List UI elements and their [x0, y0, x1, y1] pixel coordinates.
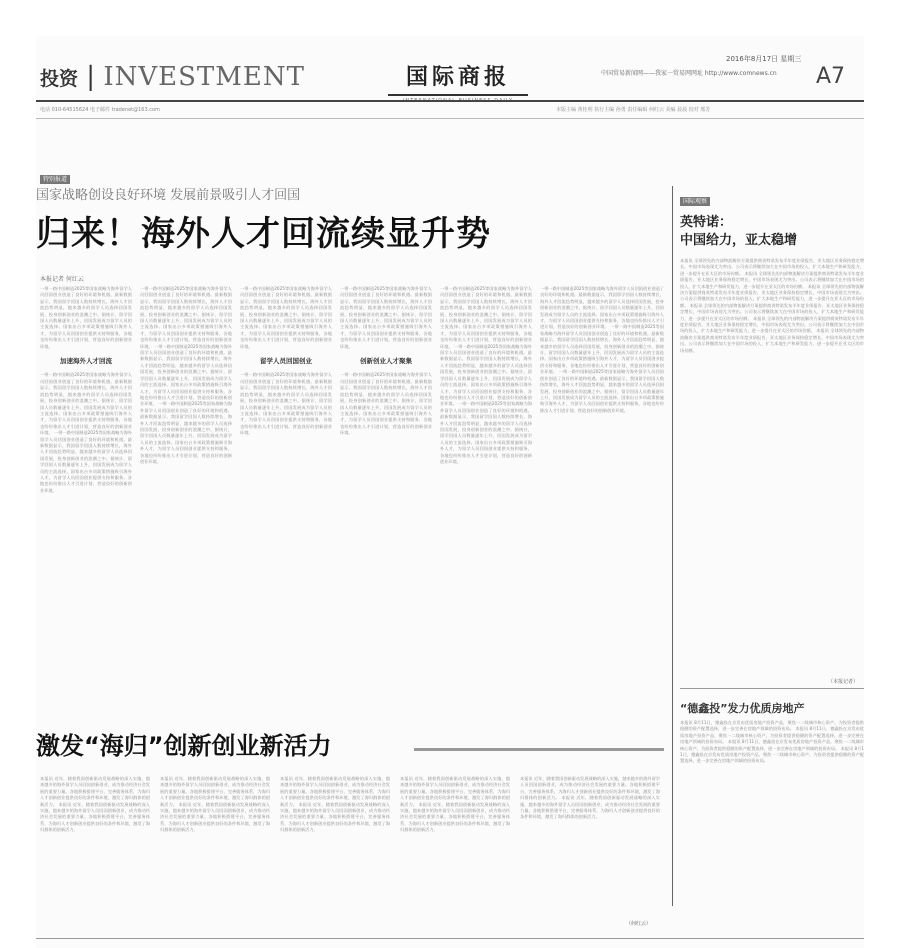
- body-text: 一带一路中国制造2025等国家战略为海外留学人员回国创业创造了良好的环境和机遇。最新数据显示，我国留学回国人数持续增长，海外人才回流趋势明显，越来越多的留学人员选择回国发展，投身创新创业的浪潮之中。据统计，留学回国人员数量逐年上升，回国发展成为留学人员的主流选择。国家出台多项政策措施吸引海外人才，为留学人员回国创业提供支持和服务，各地也纷纷推出人才引进计划，营造良好的创新创业环境。: [240, 372, 332, 436]
- body-text: 本报讯 8月11日，德鑫投在京发布优质房地产投资产品，聚焦一二线城市核心资产，为投资者提供稳健的资产配置选择，进一步完善在房地产领域的投资布局。: [680, 745, 864, 764]
- main-body-col-4: [340, 286, 432, 706]
- body-text: 一带一路中国制造2025等国家战略为海外留学人员回国创业创造了良好的环境和机遇。最新数据显示，我国留学回国人数持续增长，海外人才回流趋势明显，越来越多的留学人员选择回国发展，投身创新创业的浪潮之中。据统计，留学回国人员数量逐年上升，回国发展成为留学人员的主流选择。国家出台多项政策措施吸引海外人才，为留学人员回国创业提供支持和服务，各地也纷纷推出人才引进计划，营造良好的创新创业环境。: [540, 369, 664, 413]
- main-body-col-1: [40, 286, 132, 706]
- second-body-col-5: [520, 776, 660, 916]
- side-divider: [680, 688, 864, 689]
- body-text: 本报讯 全球领先的内部物流解决方案提供商英特诺发布半年度业绩报告，亚太地区业务保持稳定增长，中国市场表现尤为突出。公司表示将继续加大在中国市场的投入，扩大本地生产和研发能力，进一步提升在亚太区的市场份额。: [680, 328, 864, 353]
- headline-rule: [414, 748, 664, 751]
- newspaper-page: [36, 36, 864, 948]
- side-headline-line-1: 英特诺：: [680, 215, 733, 230]
- tag-label: 特别报道: [40, 175, 70, 184]
- body-text: 一带一路中国制造2025等国家战略为海外留学人员回国创业创造了良好的环境和机遇。最新数据显示，我国留学回国人数持续增长，海外人才回流趋势明显，越来越多的留学人员选择回国发展，投身创新创业的浪潮之中。据统计，留学回国人员数量逐年上升，回国发展成为留学人员的主流选择。国家出台多项政策措施吸引海外人才，为留学人员回国创业提供支持和服务，各地也纷纷推出人才引进计划，营造良好的创新创业环境。: [140, 401, 232, 464]
- body-text: 一带一路中国制造2025等国家战略为海外留学人员回国创业创造了良好的环境和机遇。最新数据显示，我国留学回国人数持续增长，海外人才回流趋势明显，越来越多的留学人员选择回国发展，投身创新创业的浪潮之中。据统计，留学回国人员数量逐年上升，回国发展成为留学人员的主流选择。国家出台多项政策措施吸引海外人才，为留学人员回国创业提供支持和服务，各地也纷纷推出人才引进计划，营造良好的创新创业环境。: [340, 286, 432, 349]
- main-body-col-2: [140, 286, 232, 706]
- section-header: [40, 62, 305, 92]
- body-text: 一带一路中国制造2025等国家战略为海外留学人员回国创业创造了良好的环境和机遇。最新数据显示，我国留学回国人数持续增长，海外人才回流趋势明显，越来越多的留学人员选择回国发展，投身创新创业的浪潮之中。据统计，留学回国人员数量逐年上升，回国发展成为留学人员的主流选择。国家出台多项政策措施吸引海外人才，为留学人员回国创业提供支持和服务，各地也纷纷推出人才引进计划，营造良好的创新创业环境。: [40, 372, 132, 436]
- body-text: 一带一路中国制造2025等国家战略为海外留学人员回国创业创造了良好的环境和机遇。最新数据显示，我国留学回国人数持续增长，海外人才回流趋势明显，越来越多的留学人员选择回国发展，投身创新创业的浪潮之中。据统计，留学回国人员数量逐年上升，回国发展成为留学人员的主流选择。国家出台多项政策措施吸引海外人才，为留学人员回国创业提供支持和服务，各地也纷纷推出人才引进计划，营造良好的创新创业环境。: [540, 324, 664, 375]
- subheader-divider: [36, 118, 864, 119]
- main-kicker: 国家战略创设良好环境 发展前景吸引人才回国: [36, 188, 301, 203]
- body-text: 本报讯 近年，随着我国创新驱动发展战略的深入实施，越来越多的海外留学人员回国创新创业，成为推动经济社会发展的重要力量。各地积极搭建平台，完善服务体系，为海归人才创新创业提供良好的条件和环境，激发了海归群体的创新活力。: [400, 776, 510, 807]
- masthead-subtitle: INTERNATIONAL BUSINESS DAILY: [402, 98, 514, 104]
- second-body-col-4: [400, 776, 510, 926]
- page-number: A7: [816, 64, 846, 89]
- body-text: 本报讯 近年，随着我国创新驱动发展战略的深入实施，越来越多的海外留学人员回国创新创业，成为推动经济社会发展的重要力量。各地积极搭建平台，完善服务体系，为海归人才创新创业提供良好的条件和环境，激发了海归群体的创新活力。: [280, 776, 390, 807]
- second-body-col-2: [160, 776, 270, 926]
- body-text: 一带一路中国制造2025等国家战略为海外留学人员回国创业创造了良好的环境和机遇。最新数据显示，我国留学回国人数持续增长，海外人才回流趋势明显，越来越多的留学人员选择回国发展，投身创新创业的浪潮之中。据统计，留学回国人员数量逐年上升，回国发展成为留学人员的主流选择。国家出台多项政策措施吸引海外人才，为留学人员回国创业提供支持和服务，各地也纷纷推出人才引进计划，营造良好的创新创业环境。: [440, 286, 532, 349]
- side-body-2: [680, 720, 864, 930]
- body-text: 一带一路中国制造2025等国家战略为海外留学人员回国创业创造了良好的环境和机遇。最新数据显示，我国留学回国人数持续增长，海外人才回流趋势明显，越来越多的留学人员选择回国发展，投身创新创业的浪潮之中。据统计，留学回国人员数量逐年上升，回国发展成为留学人员的主流选择。国家出台多项政策措施吸引海外人才，为留学人员回国创业提供支持和服务，各地也纷纷推出人才引进计划，营造良好的创新创业环境。: [540, 286, 664, 330]
- body-text: 本报讯 全球领先的内部物流解决方案提供商英特诺发布半年度业绩报告，亚太地区业务保持稳定增长，中国市场表现尤为突出。公司表示将继续加大在中国市场的投入，扩大本地生产和研发能力，进一步提升在亚太区的市场份额。: [680, 270, 864, 289]
- section-name-en: INVESTMENT: [103, 62, 305, 92]
- side-body: [680, 258, 864, 678]
- main-body-col-6: [540, 286, 664, 706]
- main-article-tag: [40, 166, 70, 185]
- second-body-col-3: [280, 776, 390, 926]
- body-text: 本报讯 8月11日，德鑫投在京发布优质房地产投资产品，聚焦一二线城市核心资产，为投资者提供稳健的资产配置选择，进一步完善在房地产领域的投资布局。: [680, 726, 864, 745]
- side-headline-2: “德鑫投”发力优质房地产: [680, 702, 805, 715]
- body-text: 本报讯 近年，随着我国创新驱动发展战略的深入实施，越来越多的海外留学人员回国创新创业，成为推动经济社会发展的重要力量。各地积极搭建平台，完善服务体系，为海归人才创新创业提供良好的条件和环境，激发了海归群体的创新活力。: [160, 801, 270, 833]
- masthead: 国际商报: [388, 60, 528, 96]
- body-text: 一带一路中国制造2025等国家战略为海外留学人员回国创业创造了良好的环境和机遇。最新数据显示，我国留学回国人数持续增长，海外人才回流趋势明显，越来越多的留学人员选择回国发展，投身创新创业的浪潮之中。据统计，留学回国人员数量逐年上升，回国发展成为留学人员的主流选择。国家出台多项政策措施吸引海外人才，为留学人员回国创业提供支持和服务，各地也纷纷推出人才引进计划，营造良好的创新创业环境。: [440, 343, 532, 407]
- editor-line: 本版主编 黄桂明 执行主编 孙勇 责任编辑 何红云 美编 晨晨 校对 邢芳: [556, 107, 711, 113]
- body-text: 本报讯 近年，随着我国创新驱动发展战略的深入实施，越来越多的海外留学人员回国创新创业，成为推动经济社会发展的重要力量。各地积极搭建平台，完善服务体系，为海归人才创新创业提供良好的条件和环境，激发了海归群体的创新活力。: [40, 801, 150, 833]
- body-text: 一带一路中国制造2025等国家战略为海外留学人员回国创业创造了良好的环境和机遇。最新数据显示，我国留学回国人数持续增长，海外人才回流趋势明显，越来越多的留学人员选择回国发展，投身创新创业的浪潮之中。据统计，留学回国人员数量逐年上升，回国发展成为留学人员的主流选择。国家出台多项政策措施吸引海外人才，为留学人员回国创业提供支持和服务，各地也纷纷推出人才引进计划，营造良好的创新创业环境。: [440, 401, 532, 464]
- body-text: 一带一路中国制造2025等国家战略为海外留学人员回国创业创造了良好的环境和机遇。最新数据显示，我国留学回国人数持续增长，海外人才回流趋势明显，越来越多的留学人员选择回国发展，投身创新创业的浪潮之中。据统计，留学回国人员数量逐年上升，回国发展成为留学人员的主流选择。国家出台多项政策措施吸引海外人才，为留学人员回国创业提供支持和服务，各地也纷纷推出人才引进计划，营造良好的创新创业环境。: [40, 286, 132, 349]
- body-text: 一带一路中国制造2025等国家战略为海外留学人员回国创业创造了良好的环境和机遇。最新数据显示，我国留学回国人数持续增长，海外人才回流趋势明显，越来越多的留学人员选择回国发展，投身创新创业的浪潮之中。据统计，留学回国人员数量逐年上升，回国发展成为留学人员的主流选择。国家出台多项政策措施吸引海外人才，为留学人员回国创业提供支持和服务，各地也纷纷推出人才引进计划，营造良好的创新创业环境。: [340, 372, 432, 436]
- body-text: 本报讯 近年，随着我国创新驱动发展战略的深入实施，越来越多的海外留学人员回国创新创业，成为推动经济社会发展的重要力量。各地积极搭建平台，完善服务体系，为海归人才创新创业提供良好的条件和环境，激发了海归群体的创新活力。: [40, 776, 150, 807]
- main-body-col-3: [240, 286, 332, 706]
- side-article-note: （本报记者）: [828, 679, 859, 685]
- main-headline: 归来！海外人才回流续显升势: [36, 214, 491, 254]
- second-article-note: （何红云）: [626, 921, 652, 927]
- main-subhead-3: 创新创业人才聚集: [360, 357, 412, 366]
- body-text: 本报讯 近年，随着我国创新驱动发展战略的深入实施，越来越多的海外留学人员回国创新创业，成为推动经济社会发展的重要力量。各地积极搭建平台，完善服务体系，为海归人才创新创业提供良好的条件和环境，激发了海归群体的创新活力。: [520, 776, 660, 801]
- body-text: 本报讯 全球领先的内部物流解决方案提供商英特诺发布半年度业绩报告，亚太地区业务保持稳定增长，中国市场表现尤为突出。公司表示将继续加大在中国市场的投入，扩大本地生产和研发能力，进一步提升在亚太区的市场份额。: [680, 283, 864, 308]
- body-text: 本报讯 近年，随着我国创新驱动发展战略的深入实施，越来越多的海外留学人员回国创新创业，成为推动经济社会发展的重要力量。各地积极搭建平台，完善服务体系，为海归人才创新创业提供良好的条件和环境，激发了海归群体的创新活力。: [400, 801, 510, 833]
- main-subhead-1: 加速海外人才回流: [60, 357, 112, 366]
- section-name-zh: 投资: [40, 68, 79, 90]
- side-headline: [680, 214, 797, 250]
- side-headline-line-2: 中国给力，亚太稳增: [680, 233, 798, 248]
- body-text: 本报讯 全球领先的内部物流解决方案提供商英特诺发布半年度业绩报告，亚太地区业务保持稳定增长，中国市场表现尤为突出。公司表示将继续加大在中国市场的投入，扩大本地生产和研发能力，进一步提升在亚太区的市场份额。: [680, 258, 864, 276]
- contact-line: 电话 010-64515624 电子邮件 tradenet@163.com: [40, 107, 160, 113]
- footer-divider: [36, 938, 864, 939]
- second-headline: 激发“海归”创新创业新活力: [36, 732, 332, 760]
- tag-label: 国际观察: [680, 197, 710, 206]
- body-text: 本报讯 近年，随着我国创新驱动发展战略的深入实施，越来越多的海外留学人员回国创新创业，成为推动经济社会发展的重要力量。各地积极搭建平台，完善服务体系，为海归人才创新创业提供良好的条件和环境，激发了海归群体的创新活力。: [160, 776, 270, 807]
- issue-date: 2016年8月17日 星期三: [726, 55, 802, 63]
- main-body-col-5: [440, 286, 532, 706]
- body-text: 本报讯 近年，随着我国创新驱动发展战略的深入实施，越来越多的海外留学人员回国创新创业，成为推动经济社会发展的重要力量。各地积极搭建平台，完善服务体系，为海归人才创新创业提供良好的条件和环境，激发了海归群体的创新活力。: [280, 801, 390, 833]
- header-divider: [36, 100, 864, 102]
- main-byline: 本报记者 何红云: [40, 276, 84, 283]
- body-text: 本报讯 全球领先的内部物流解决方案提供商英特诺发布半年度业绩报告，亚太地区业务保持稳定增长，中国市场表现尤为突出。公司表示将继续加大在中国市场的投入，扩大本地生产和研发能力，进一步提升在亚太区的市场份额。: [680, 302, 864, 321]
- body-text: 一带一路中国制造2025等国家战略为海外留学人员回国创业创造了良好的环境和机遇。最新数据显示，我国留学回国人数持续增长，海外人才回流趋势明显，越来越多的留学人员选择回国发展，投身创新创业的浪潮之中。据统计，留学回国人员数量逐年上升，回国发展成为留学人员的主流选择。国家出台多项政策措施吸引海外人才，为留学人员回国创业提供支持和服务，各地也纷纷推出人才引进计划，营造良好的创新创业环境。: [40, 430, 132, 493]
- body-text: 本报讯 全球领先的内部物流解决方案提供商英特诺发布半年度业绩报告，亚太地区业务保持稳定增长，中国市场表现尤为突出。公司表示将继续加大在中国市场的投入，扩大本地生产和研发能力，进一步提升在亚太区的市场份额。: [680, 315, 864, 334]
- second-body-col-1: [40, 776, 150, 926]
- side-article-tag: [680, 188, 710, 207]
- body-text: 本报讯 近年，随着我国创新驱动发展战略的深入实施，越来越多的海外留学人员回国创新创业，成为推动经济社会发展的重要力量。各地积极搭建平台，完善服务体系，为海归人才创新创业提供良好的条件和环境，激发了海归群体的创新活力。: [520, 795, 660, 820]
- body-text: 一带一路中国制造2025等国家战略为海外留学人员回国创业创造了良好的环境和机遇。最新数据显示，我国留学回国人数持续增长，海外人才回流趋势明显，越来越多的留学人员选择回国发展，投身创新创业的浪潮之中。据统计，留学回国人员数量逐年上升，回国发展成为留学人员的主流选择。国家出台多项政策措施吸引海外人才，为留学人员回国创业提供支持和服务，各地也纷纷推出人才引进计划，营造良好的创新创业环境。: [240, 286, 332, 349]
- site-url: 中国贸易新闻网——我家一贸易网网址 http://www.comnews.cn: [601, 70, 777, 77]
- main-subhead-2: 留学人员回国创业: [260, 357, 312, 366]
- body-text: 本报讯 8月11日，德鑫投在京发布优质房地产投资产品，聚焦一二线城市核心资产，为投资者提供稳健的资产配置选择，进一步完善在房地产领域的投资布局。: [680, 720, 864, 732]
- column-divider: [672, 186, 673, 906]
- section-separator: |: [86, 62, 96, 92]
- body-text: 一带一路中国制造2025等国家战略为海外留学人员回国创业创造了良好的环境和机遇。最新数据显示，我国留学回国人数持续增长，海外人才回流趋势明显，越来越多的留学人员选择回国发展，投身创新创业的浪潮之中。据统计，留学回国人员数量逐年上升，回国发展成为留学人员的主流选择。国家出台多项政策措施吸引海外人才，为留学人员回国创业提供支持和服务，各地也纷纷推出人才引进计划，营造良好的创新创业环境。: [140, 343, 232, 407]
- body-text: 一带一路中国制造2025等国家战略为海外留学人员回国创业创造了良好的环境和机遇。最新数据显示，我国留学回国人数持续增长，海外人才回流趋势明显，越来越多的留学人员选择回国发展，投身创新创业的浪潮之中。据统计，留学回国人员数量逐年上升，回国发展成为留学人员的主流选择。国家出台多项政策措施吸引海外人才，为留学人员回国创业提供支持和服务，各地也纷纷推出人才引进计划，营造良好的创新创业环境。: [140, 286, 232, 349]
- body-text: 本报讯 8月11日，德鑫投在京发布优质房地产投资产品，聚焦一二线城市核心资产，为投资者提供稳健的资产配置选择，进一步完善在房地产领域的投资布局。: [680, 739, 864, 751]
